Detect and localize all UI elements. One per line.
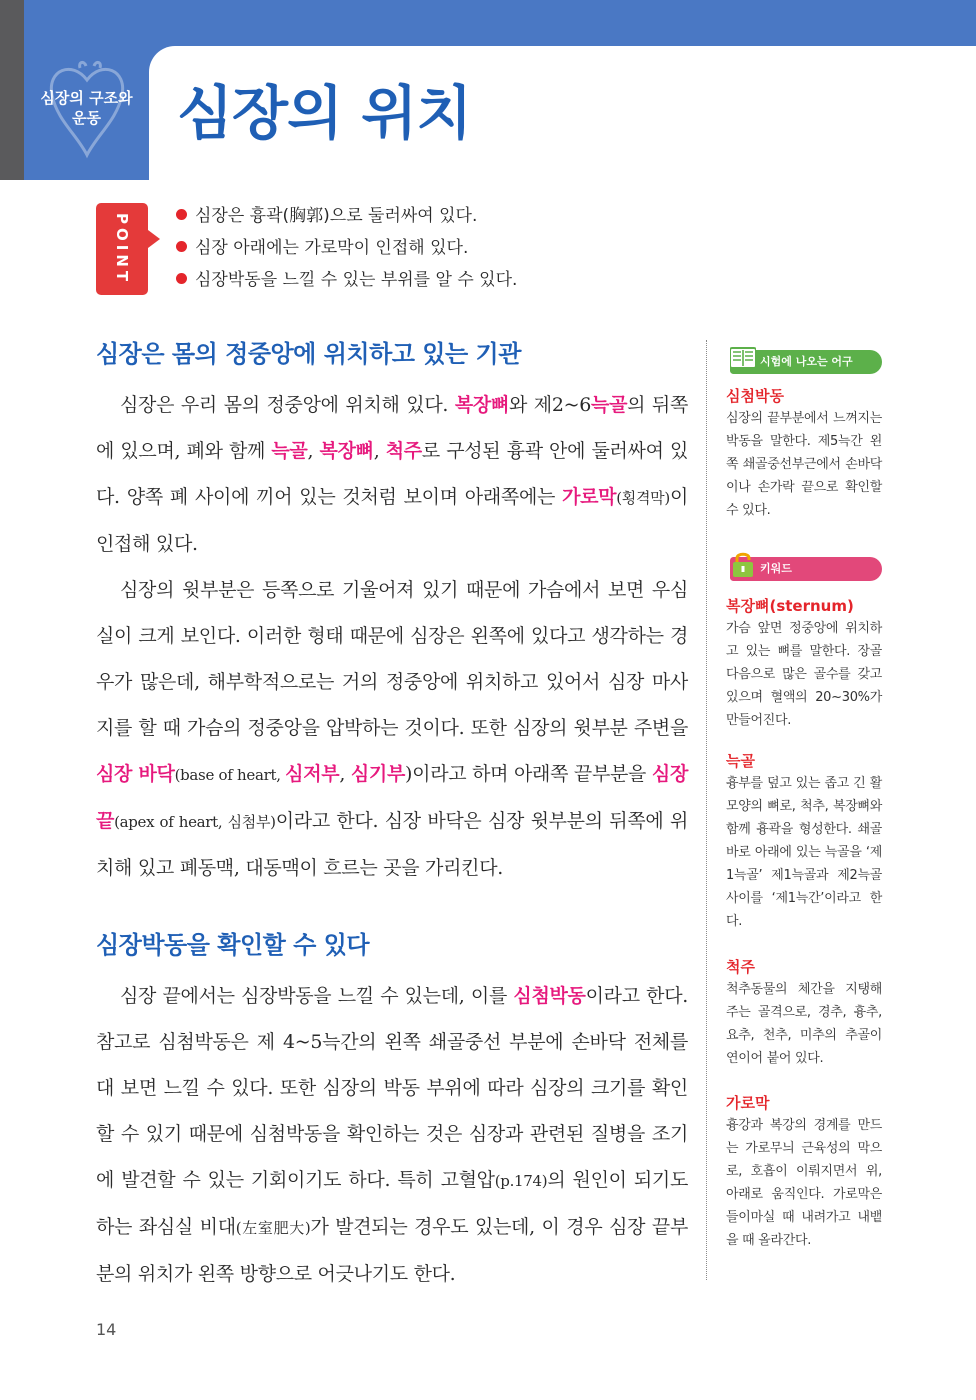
annotation-text: (p.174): [494, 1172, 548, 1190]
keywords-label: 키워드: [730, 557, 882, 581]
section1-paragraph: [96, 382, 688, 567]
highlight-term: 늑골: [271, 440, 308, 462]
keyword-definition: 척추동물의 체간을 지탱해 주는 골격으로, 경추, 흉추, 요추, 천추, 미추의 추골이 연이어 붙어 있다.: [726, 982, 882, 1066]
keyword-item: [726, 956, 882, 1070]
keyword-term: 척주: [726, 958, 755, 976]
exam-terms-label: 시험에 나오는 어구: [730, 350, 882, 374]
chapter-label: 심장의 구조와 운동: [40, 89, 133, 127]
highlight-term: 심첨박동: [513, 985, 586, 1007]
point-item: 심장은 흉곽(胸郭)으로 둘러싸여 있다.: [176, 200, 517, 232]
keyword-item: [726, 750, 882, 933]
body-text: 와 제2~6: [509, 394, 592, 416]
annotation-text: (apex of heart, 심첨부): [114, 813, 276, 831]
body-text: 가 발견되는 경우도 있는데, 이 경우 심장 끝부분의 위치가 왼쪽 방향으로 어긋나기도 한다.: [96, 1216, 688, 1285]
highlight-term: 심기부: [350, 763, 406, 785]
highlight-term: 가로막: [562, 486, 617, 508]
bullet-icon: [176, 273, 187, 284]
highlight-term: 척주: [385, 440, 422, 462]
body-text: )이라고 하며 아래쪽 끝부분을: [405, 763, 652, 785]
body-text: 심장은 우리 몸의 정중앙에 위치해 있다.: [120, 394, 455, 416]
page-title: 심장의 위치: [177, 79, 472, 147]
section2-paragraph: [96, 973, 688, 1297]
body-text: 로 구성된 흉곽 안에 둘러싸여 있다. 양쪽 폐 사이에 끼어 있는 것처럼 보이며 아래쪽에는: [96, 440, 689, 508]
chapter-tab: [24, 46, 149, 180]
keyword-term: 가로막: [726, 1094, 770, 1112]
section2-heading: 심장박동을 확인할 수 있다: [96, 931, 370, 959]
keyword-item: [726, 595, 882, 732]
header-side-strip: [0, 0, 24, 180]
point-item: 심장박동을 느낄 수 있는 부위를 알 수 있다.: [176, 264, 517, 296]
annotation-text: (base of heart,: [174, 766, 286, 784]
point-list: [176, 200, 517, 296]
point-arrow-icon: [148, 230, 160, 248]
body-text: 이라고 한다. 참고로 심첨박동은 제 4~5늑간의 왼쪽 쇄골중선 부분에 손바닥 전체를 대 보면 느낄 수 있다. 또한 심장의 박동 부위에 따라 심장의 크기를 확인할 수 있기 때문에 심첨박동을 확인하는 것은 심장과 관련된 질병을 조기에 발견할 수 있는 기회이기도 하다. 특히 고혈압: [96, 985, 688, 1191]
body-text: 이라고 한다. 심장 바닥은 심장 윗부분의 뒤쪽에 위치해 있고 폐동맥, 대동맥이 흐르는 곳을 가리킨다.: [96, 810, 688, 879]
body-text: 심장의 윗부분은 등쪽으로 기울어져 있기 때문에 가슴에서 보면 우심실이 크게 보인다. 이러한 형태 때문에 심장은 왼쪽에 있다고 생각하는 경우가 많은데, 해부학적으로는 거의 정중앙에 위치하고 있어서 심장 마사지를 할 때 가슴의 정중앙을 압박하는 것이다. 또한 심장의 윗부분 주변을: [96, 579, 688, 739]
highlight-term: 심장 끝: [96, 763, 688, 832]
body-text: ,: [307, 440, 320, 462]
point-badge: [96, 203, 148, 295]
body-text: ,: [373, 440, 386, 462]
annotation-text: (左室肥大): [235, 1219, 311, 1237]
point-item: 심장 아래에는 가로막이 인접해 있다.: [176, 232, 517, 264]
exam-term-definition: 심장의 끝부분에서 느껴지는 박동을 말한다. 제5늑간 왼쪽 쇄골중선부근에서 손바닥이나 손가락 끝으로 확인할 수 있다.: [726, 411, 882, 518]
keyword-definition: 흉강과 복강의 경계를 만드는 가로무늬 근육성의 막으로, 호흡이 이뤄지면서 위, 아래로 움직인다. 가로막은 들이마실 때 내려가고 내뱉을 때 올라간다.: [726, 1118, 882, 1248]
highlight-term: 심장 바닥: [96, 763, 175, 785]
bullet-icon: [176, 209, 187, 220]
section1-paragraph: [96, 567, 688, 891]
exam-term-item: [726, 385, 882, 522]
highlight-term: 심저부: [285, 763, 340, 785]
body-text: 의 뒤쪽에 있으며, 폐와 함께: [96, 394, 689, 462]
keyword-term: 복장뼈(sternum): [726, 597, 854, 615]
keyword-definition: 흉부를 덮고 있는 좁고 긴 활모양의 뼈로, 척추, 복장뼈와 함께 흉곽을 형성한다. 쇄골 바로 아래에 있는 늑골을 ‘제1늑골’ 제1늑골과 제2늑골사이를 ‘제1늑간’이라고 한다.: [726, 776, 882, 929]
keyword-definition: 가슴 앞면 정중앙에 위치하고 있는 뼈를 말한다. 장골 다음으로 많은 골수를 갖고 있으며 혈액의 20~30%가 만들어진다.: [726, 621, 882, 728]
body-text: 이 인접해 있다.: [96, 486, 688, 555]
body-text: 심장 끝에서는 심장박동을 느낄 수 있는데, 이를: [120, 985, 514, 1007]
point-badge-label: POINT: [113, 212, 131, 286]
sidebar-divider: [706, 340, 707, 1280]
keyword-item: [726, 1092, 882, 1252]
body-text: 의 원인이 되기도 하는 좌심실 비대: [96, 1169, 688, 1238]
lock-icon: [730, 551, 756, 577]
body-text: ,: [339, 763, 351, 785]
annotation-text: (횡격막): [616, 489, 670, 507]
keyword-term: 늑골: [726, 752, 755, 770]
highlight-term: 늑골: [591, 394, 628, 416]
section1-heading: 심장은 몸의 정중앙에 위치하고 있는 기관: [96, 340, 521, 368]
bullet-icon: [176, 241, 187, 252]
open-book-icon: [730, 344, 756, 370]
main-content: [96, 332, 688, 1297]
exam-term: 심첨박동: [726, 387, 784, 405]
highlight-term: 복장뼈: [454, 394, 510, 416]
page-number: 14: [96, 1320, 117, 1339]
highlight-term: 복장뼈: [319, 440, 374, 462]
